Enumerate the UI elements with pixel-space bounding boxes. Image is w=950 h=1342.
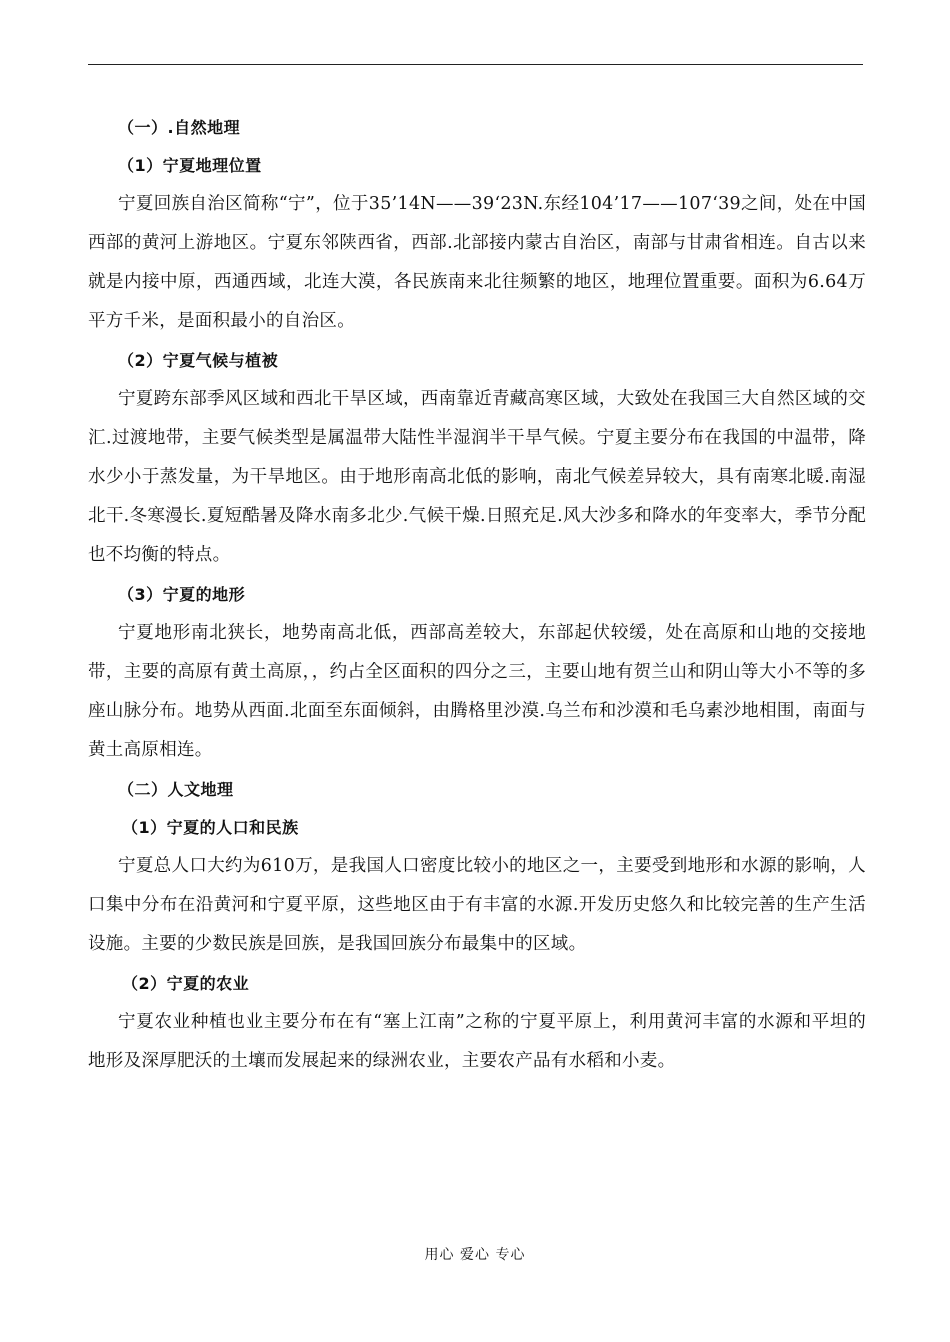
subsection-heading-climate: （2）宁夏气候与植被 bbox=[118, 351, 279, 370]
subsection-heading-agriculture: （2）宁夏的农业 bbox=[122, 974, 250, 993]
subsection-heading-population: （1）宁夏的人口和民族 bbox=[122, 818, 299, 837]
section-heading-human-geography: （二）人文地理 bbox=[118, 780, 234, 799]
paragraph-population: 宁夏总人口大约为610万，是我国人口密度比较小的地区之一，主要受到地形和水源的影响，人口集中分布在沿黄河和宁夏平原，这些地区由于有丰富的水源.开发历史悠久和比较完善的生产生活设施。主要的少数民族是回族，是我国回族分布最集中的区域。 bbox=[88, 856, 866, 954]
section-heading-physical-geography: （一）.自然地理 bbox=[118, 118, 241, 137]
subsection-heading-location: （1）宁夏地理位置 bbox=[118, 156, 262, 175]
subsection-heading-terrain: （3）宁夏的地形 bbox=[118, 585, 246, 604]
page-footer: 用心 爱心 专心 bbox=[424, 1247, 526, 1263]
header-rule bbox=[88, 64, 863, 65]
paragraph-terrain: 宁夏地形南北狭长，地势南高北低，西部高差较大，东部起伏较缓，处在高原和山地的交接地带，主要的高原有黄土高原，，约占全区面积的四分之三，主要山地有贺兰山和阴山等大小不等的多座山脉分布。地势从西面.北面至东面倾斜，由腾格里沙漠.乌兰布和沙漠和毛乌素沙地相围，南面与黄土高原相连。 bbox=[88, 623, 866, 760]
paragraph-location: 宁夏回族自治区简称“宁”，位于35’14N——39‘23N.东经104’17——107‘39之间，处在中国西部的黄河上游地区。宁夏东邻陕西省，西部.北部接内蒙古自治区，南部与甘肃省相连。自古以来就是内接中原，西通西域，北连大漠，各民族南来北往频繁的地区，地理位置重要。面积为6.64万平方千米，是面积最小的自治区。 bbox=[88, 194, 866, 331]
document-body bbox=[88, 118, 866, 1081]
paragraph-agriculture: 宁夏农业种植也业主要分布在有“塞上江南”之称的宁夏平原上，利用黄河丰富的水源和平坦的地形及深厚肥沃的土壤而发展起来的绿洲农业，主要农产品有水稻和小麦。 bbox=[88, 1012, 866, 1071]
paragraph-climate: 宁夏跨东部季风区域和西北干旱区域，西南靠近青藏高寒区域，大致处在我国三大自然区域的交汇.过渡地带，主要气候类型是属温带大陆性半湿润半干旱气候。宁夏主要分布在我国的中温带，降水少小于蒸发量，为干旱地区。由于地形南高北低的影响，南北气候差异较大，具有南寒北暖.南湿北干.冬寒漫长.夏短酷暑及降水南多北少.气候干燥.日照充足.风大沙多和降水的年变率大，季节分配也不均衡的特点。 bbox=[88, 389, 866, 565]
